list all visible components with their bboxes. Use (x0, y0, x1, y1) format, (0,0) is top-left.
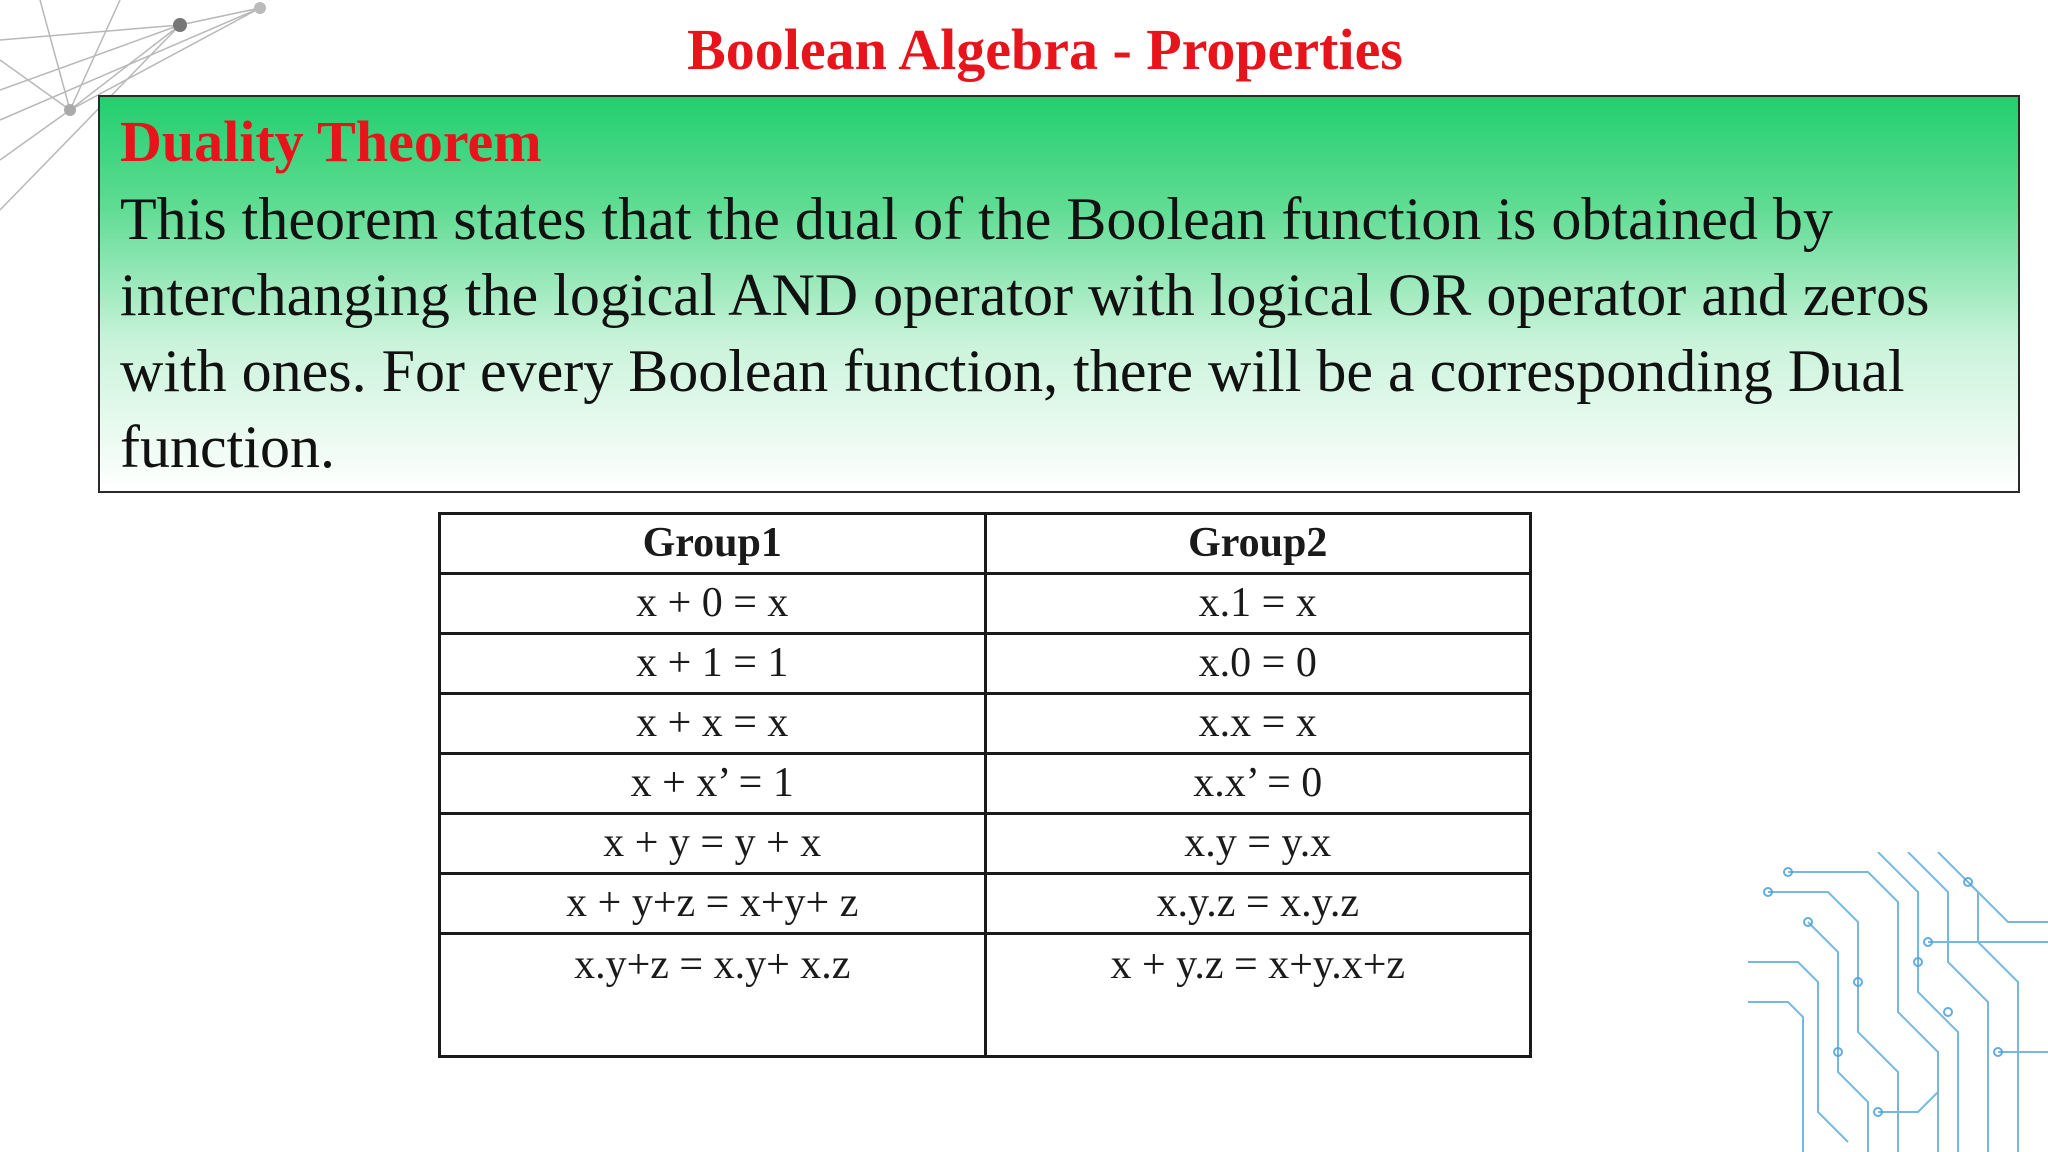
theorem-heading: Duality Theorem (120, 109, 542, 174)
table-row (440, 874, 1531, 934)
table-row (440, 814, 1531, 874)
group1-cell: x + x’ = 1 (440, 754, 986, 814)
duality-table (438, 512, 1532, 1058)
group2-cell: x.y.z = x.y.z (985, 874, 1531, 934)
table-row (440, 934, 1531, 1057)
slide-title: Boolean Algebra - Properties (687, 17, 1403, 82)
header-group2: Group2 (985, 514, 1531, 574)
table-row (440, 694, 1531, 754)
table-row (440, 574, 1531, 634)
group1-cell: x + 0 = x (440, 574, 986, 634)
group2-cell: x.x’ = 0 (985, 754, 1531, 814)
group1-cell: x + 1 = 1 (440, 634, 986, 694)
table-header-row (440, 514, 1531, 574)
group2-cell: x.1 = x (985, 574, 1531, 634)
table-row (440, 634, 1531, 694)
theorem-text: This theorem states that the dual of the Boolean function is obtained by interchanging the logical AND operator with logical OR operator and zeros with ones. For every Boolean function, there will be a corresponding Dual function. (120, 186, 1930, 480)
group1-cell: x.y+z = x.y+ x.z (440, 934, 986, 1057)
group2-cell: x.0 = 0 (985, 634, 1531, 694)
group1-cell: x + x = x (440, 694, 986, 754)
group1-cell: x + y = y + x (440, 814, 986, 874)
group1-cell: x + y+z = x+y+ z (440, 874, 986, 934)
table-row (440, 754, 1531, 814)
circuit-board-decoration-icon (1748, 852, 2048, 1152)
group2-cell: x.y = y.x (985, 814, 1531, 874)
group2-cell: x.x = x (985, 694, 1531, 754)
header-group1: Group1 (440, 514, 986, 574)
theorem-box (98, 95, 2020, 493)
group2-cell: x + y.z = x+y.x+z (985, 934, 1531, 1057)
